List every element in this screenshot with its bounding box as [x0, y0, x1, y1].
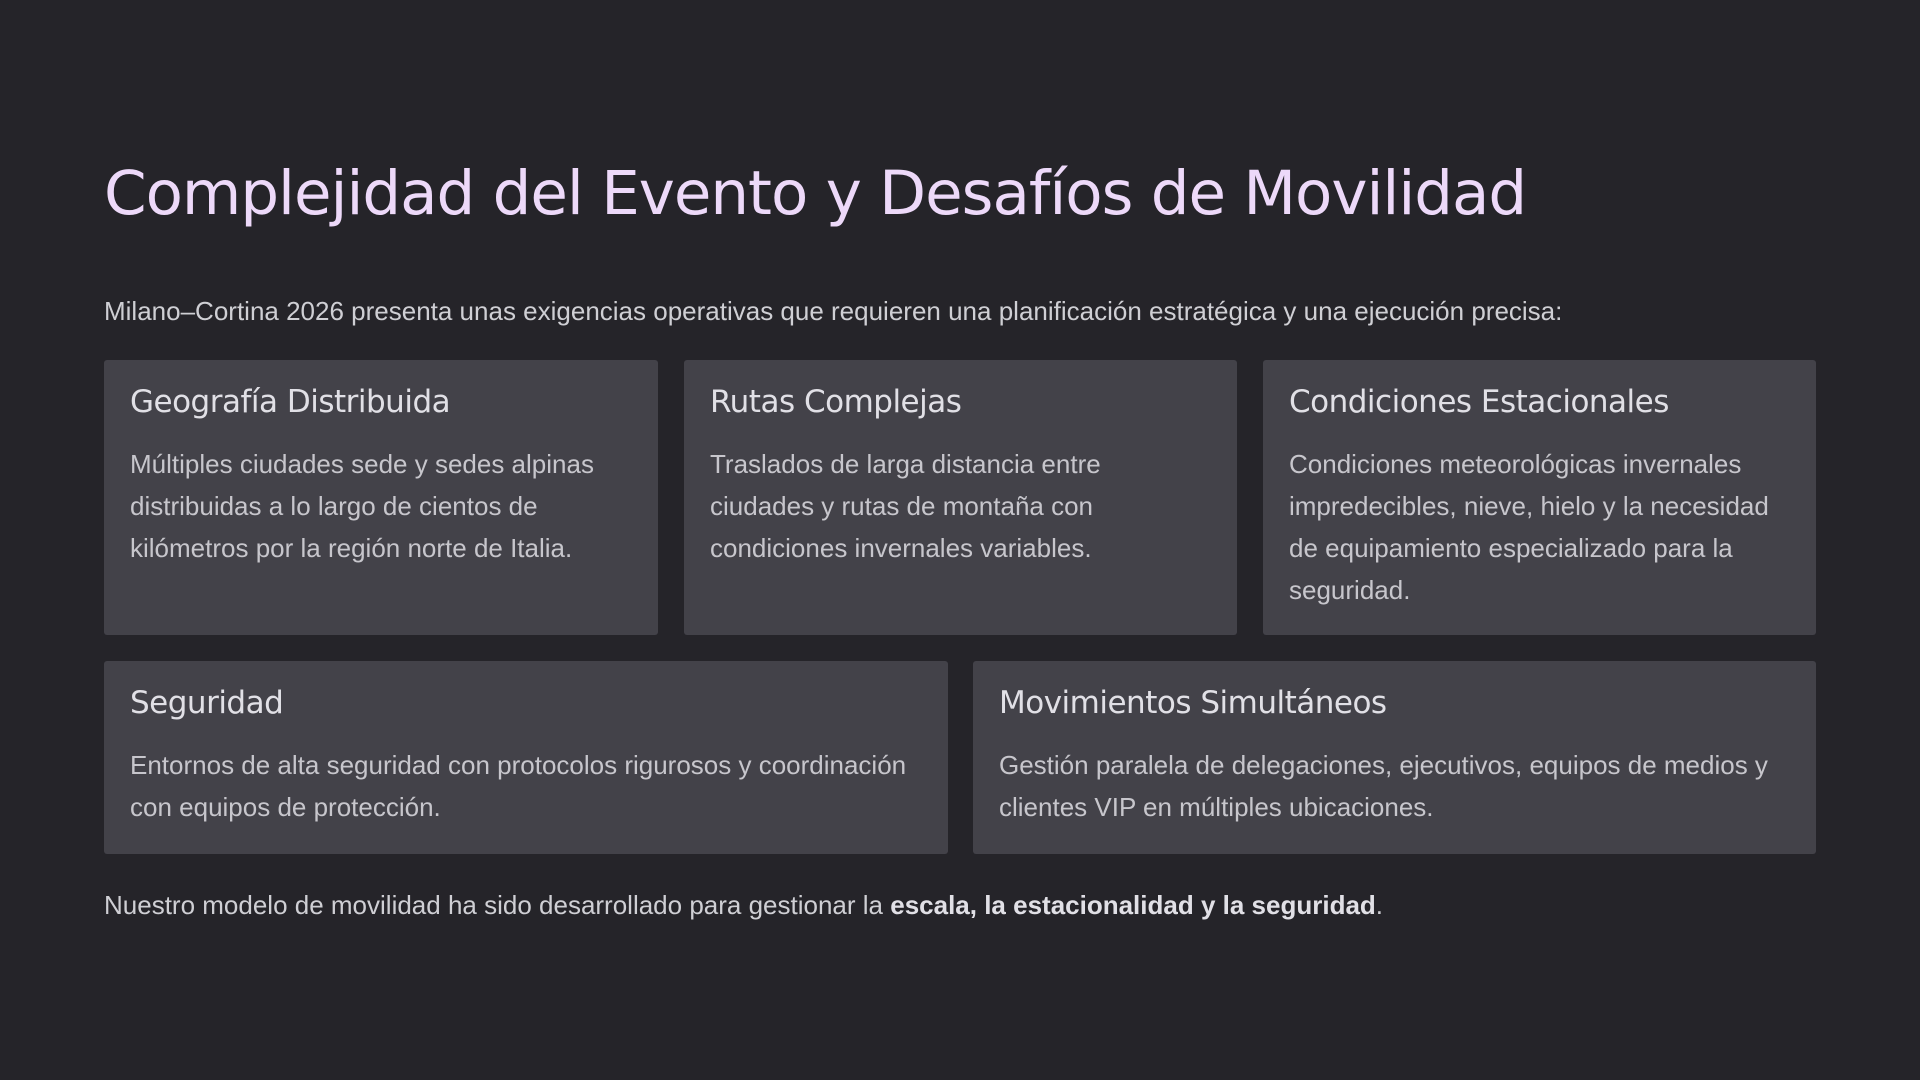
card-body: Gestión paralela de delegaciones, ejecutivos, equipos de medios y clientes VIP en múltiples ubicaciones.: [999, 750, 1768, 822]
footer-prefix: Nuestro modelo de movilidad ha sido desarrollado para gestionar la: [104, 890, 891, 920]
card-geografia: [104, 360, 658, 635]
card-title: Movimientos Simultáneos: [999, 685, 1387, 721]
footer-suffix: .: [1375, 890, 1384, 920]
card-condiciones: [1263, 360, 1816, 635]
intro-text: Milano–Cortina 2026 presenta unas exigencias operativas que requieren una planificación estratégica y una ejecución precisa:: [104, 296, 1563, 326]
card-title: Condiciones Estacionales: [1289, 384, 1669, 420]
card-movimientos: [973, 661, 1816, 854]
footer-text: [104, 886, 1383, 924]
card-rutas: [684, 360, 1237, 635]
footer-emphasis: escala, la estacionalidad y la seguridad: [890, 890, 1376, 920]
card-body: Entornos de alta seguridad con protocolos rigurosos y coordinación con equipos de protección.: [130, 750, 907, 822]
card-body: Múltiples ciudades sede y sedes alpinas distribuidas a lo largo de cientos de kilómetros por la región norte de Italia.: [130, 449, 594, 563]
slide: [104, 0, 1816, 1080]
card-body: Traslados de larga distancia entre ciudades y rutas de montaña con condiciones invernales variables.: [710, 449, 1101, 563]
card-body: Condiciones meteorológicas invernales impredecibles, nieve, hielo y la necesidad de equipamiento especializado para la seguridad.: [1289, 449, 1769, 605]
card-title: Seguridad: [130, 685, 284, 721]
card-title: Geografía Distribuida: [130, 384, 451, 420]
page-title: Complejidad del Evento y Desafíos de Movilidad: [104, 158, 1527, 229]
card-title: Rutas Complejas: [710, 384, 962, 420]
card-seguridad: [104, 661, 948, 854]
